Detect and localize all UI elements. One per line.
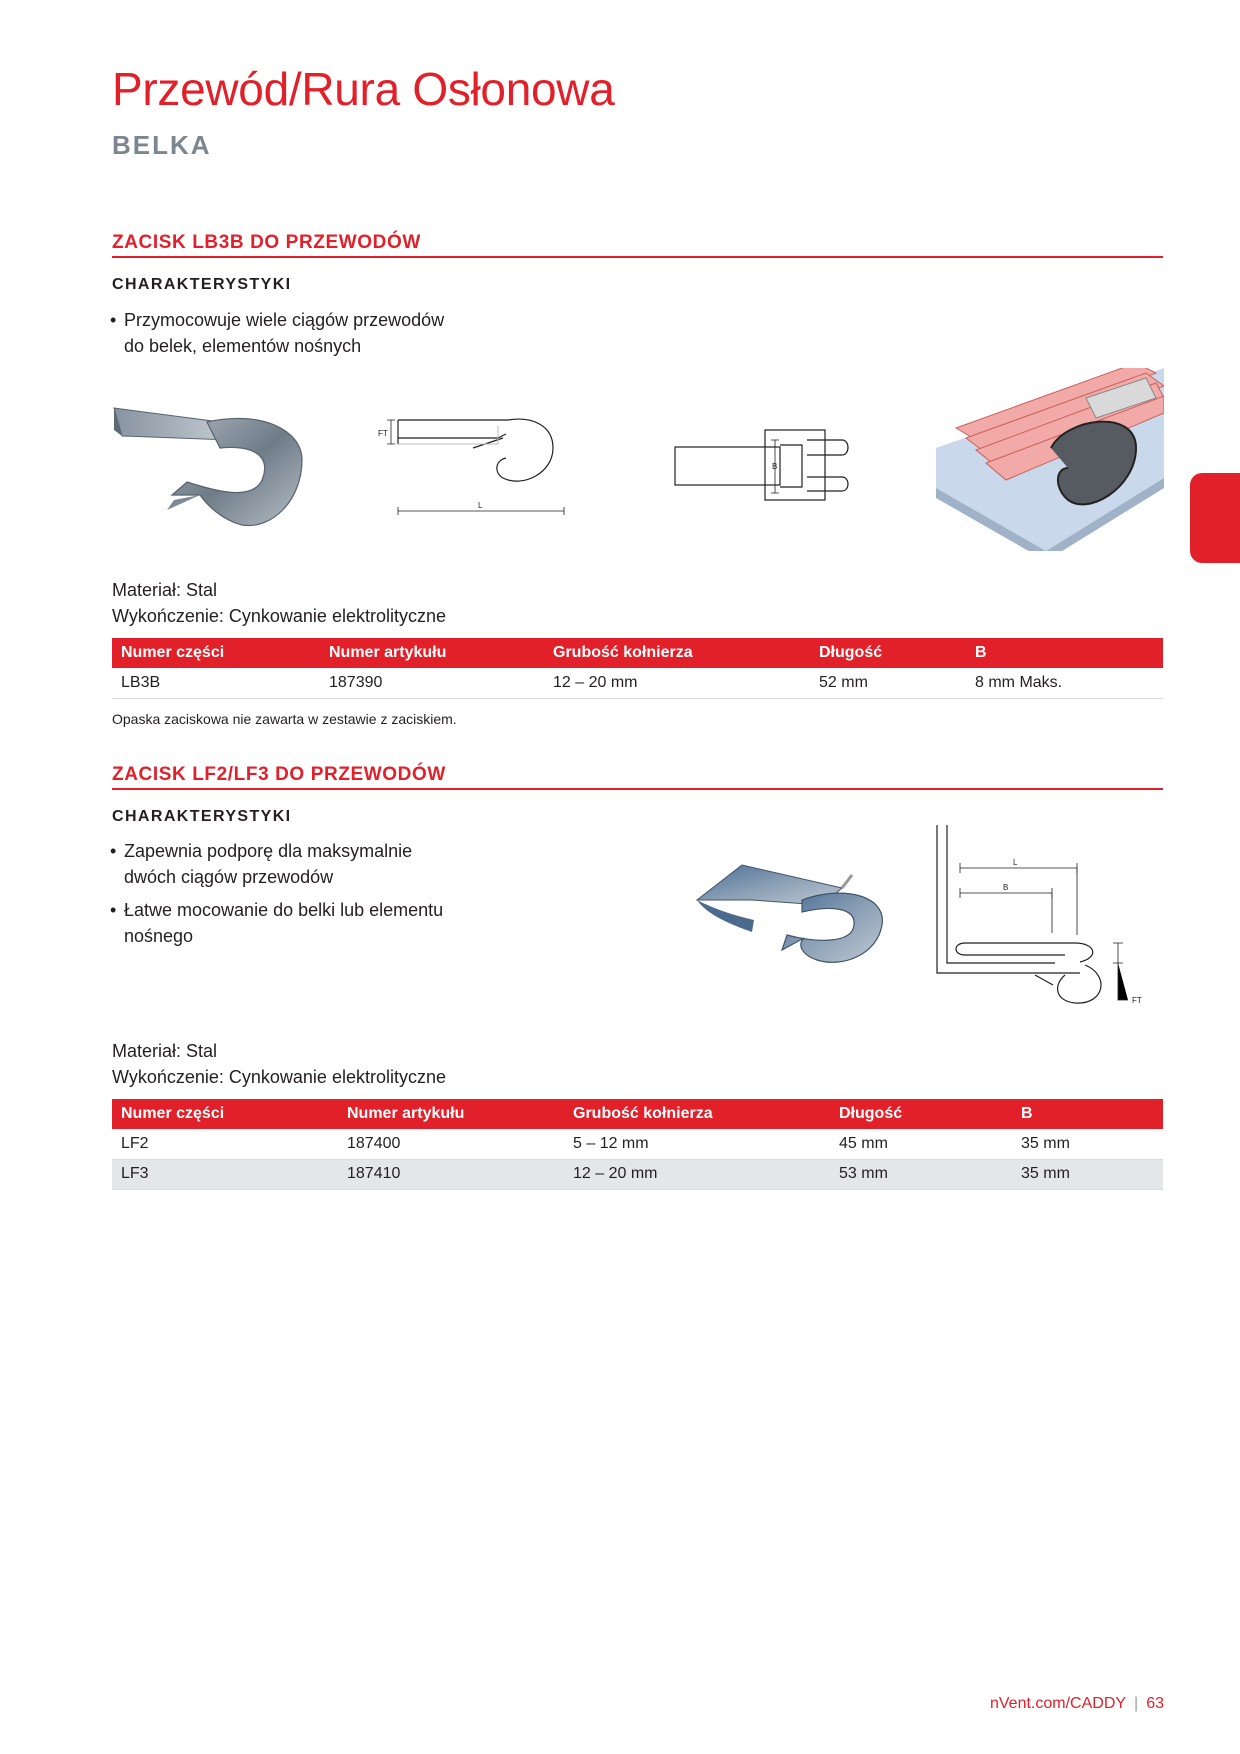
- cell-part-number: LB3B: [112, 668, 320, 698]
- lb3b-top-drawing: [672, 425, 862, 505]
- cell-flange-thickness: 5 – 12 mm: [564, 1129, 830, 1159]
- material-label: Materiał: Stal: [112, 580, 218, 600]
- col-header-length: Długość: [830, 1099, 1012, 1129]
- features-heading: CHARAKTERYSTYKI: [112, 276, 292, 293]
- cell-length: 53 mm: [830, 1159, 1012, 1189]
- section-title-lf2-lf3: ZACISK LF2/LF3 DO PRZEWODÓW: [112, 764, 446, 785]
- ft-label: FT: [1132, 996, 1142, 1005]
- col-header-part-number: Numer części: [112, 638, 320, 668]
- cell-b: 35 mm: [1012, 1129, 1163, 1159]
- table-header-row: [112, 1099, 1163, 1129]
- page-number: 63: [1146, 1695, 1164, 1712]
- b-label: B: [772, 462, 778, 471]
- b-label: B: [1003, 883, 1009, 892]
- cell-length: 45 mm: [830, 1129, 1012, 1159]
- col-header-b: B: [966, 638, 1163, 668]
- l-label: L: [1013, 858, 1018, 867]
- col-header-flange-thickness: Grubość kołnierza: [564, 1099, 830, 1129]
- cell-article-number: 187400: [338, 1129, 564, 1159]
- feature-bullet: • Zapewnia podporę dla maksymalnie dwóch ciągów przewodów: [110, 841, 413, 887]
- features-heading: CHARAKTERYSTYKI: [112, 808, 292, 825]
- lb3b-photo: [112, 400, 312, 540]
- footer-separator: |: [1134, 1695, 1139, 1712]
- col-header-length: Długość: [810, 638, 966, 668]
- col-header-article-number: Numer artykułu: [320, 638, 544, 668]
- cell-flange-thickness: 12 – 20 mm: [544, 668, 810, 698]
- cell-part-number: LF2: [112, 1129, 338, 1159]
- feature-bullet: • Przymocowuje wiele ciągów przewodów do belek, elementów nośnych: [110, 310, 445, 356]
- material-label: Materiał: Stal: [112, 1041, 218, 1061]
- l-label: L: [478, 501, 483, 510]
- lb3b-side-drawing: [378, 408, 578, 518]
- chapter-tab: [1190, 473, 1240, 563]
- table-row: [112, 668, 1163, 698]
- table-row: [112, 1159, 1163, 1189]
- lf-clip-drawing: [935, 825, 1150, 1010]
- finish-label: Wykończenie: Cynkowanie elektrolityczne: [112, 1067, 446, 1087]
- cell-article-number: 187410: [338, 1159, 564, 1189]
- footer-site-link[interactable]: nVent.com/CADDY: [989, 1695, 1127, 1712]
- product-table-lb3b: [112, 638, 1163, 699]
- page-footer: [990, 1695, 1164, 1713]
- section-title-lb3b: ZACISK LB3B DO PRZEWODÓW: [112, 232, 421, 253]
- ft-label: FT: [378, 429, 388, 438]
- col-header-article-number: Numer artykułu: [338, 1099, 564, 1129]
- table-row: [112, 1129, 1163, 1159]
- col-header-b: B: [1012, 1099, 1163, 1129]
- col-header-flange-thickness: Grubość kołnierza: [544, 638, 810, 668]
- lf-clip-photo: [692, 860, 892, 970]
- cell-part-number: LF3: [112, 1159, 338, 1189]
- cell-article-number: 187390: [320, 668, 544, 698]
- section-divider: [112, 256, 1163, 258]
- col-header-part-number: Numer części: [112, 1099, 338, 1129]
- cell-flange-thickness: 12 – 20 mm: [564, 1159, 830, 1189]
- cell-length: 52 mm: [810, 668, 966, 698]
- lb3b-installed-illustration: [936, 368, 1164, 551]
- finish-label: Wykończenie: Cynkowanie elektrolityczne: [112, 606, 446, 626]
- table-note: Opaska zaciskowa nie zawarta w zestawie z zaciskiem.: [112, 711, 457, 727]
- section-divider: [112, 788, 1163, 790]
- cell-b: 35 mm: [1012, 1159, 1163, 1189]
- page-subtitle: BELKA: [112, 130, 212, 160]
- product-table-lf: [112, 1099, 1163, 1190]
- cell-b: 8 mm Maks.: [966, 668, 1163, 698]
- table-header-row: [112, 638, 1163, 668]
- feature-bullet: • Łatwe mocowanie do belki lub elementu nośnego: [110, 900, 444, 946]
- page-title: Przewód/Rura Osłonowa: [112, 63, 615, 115]
